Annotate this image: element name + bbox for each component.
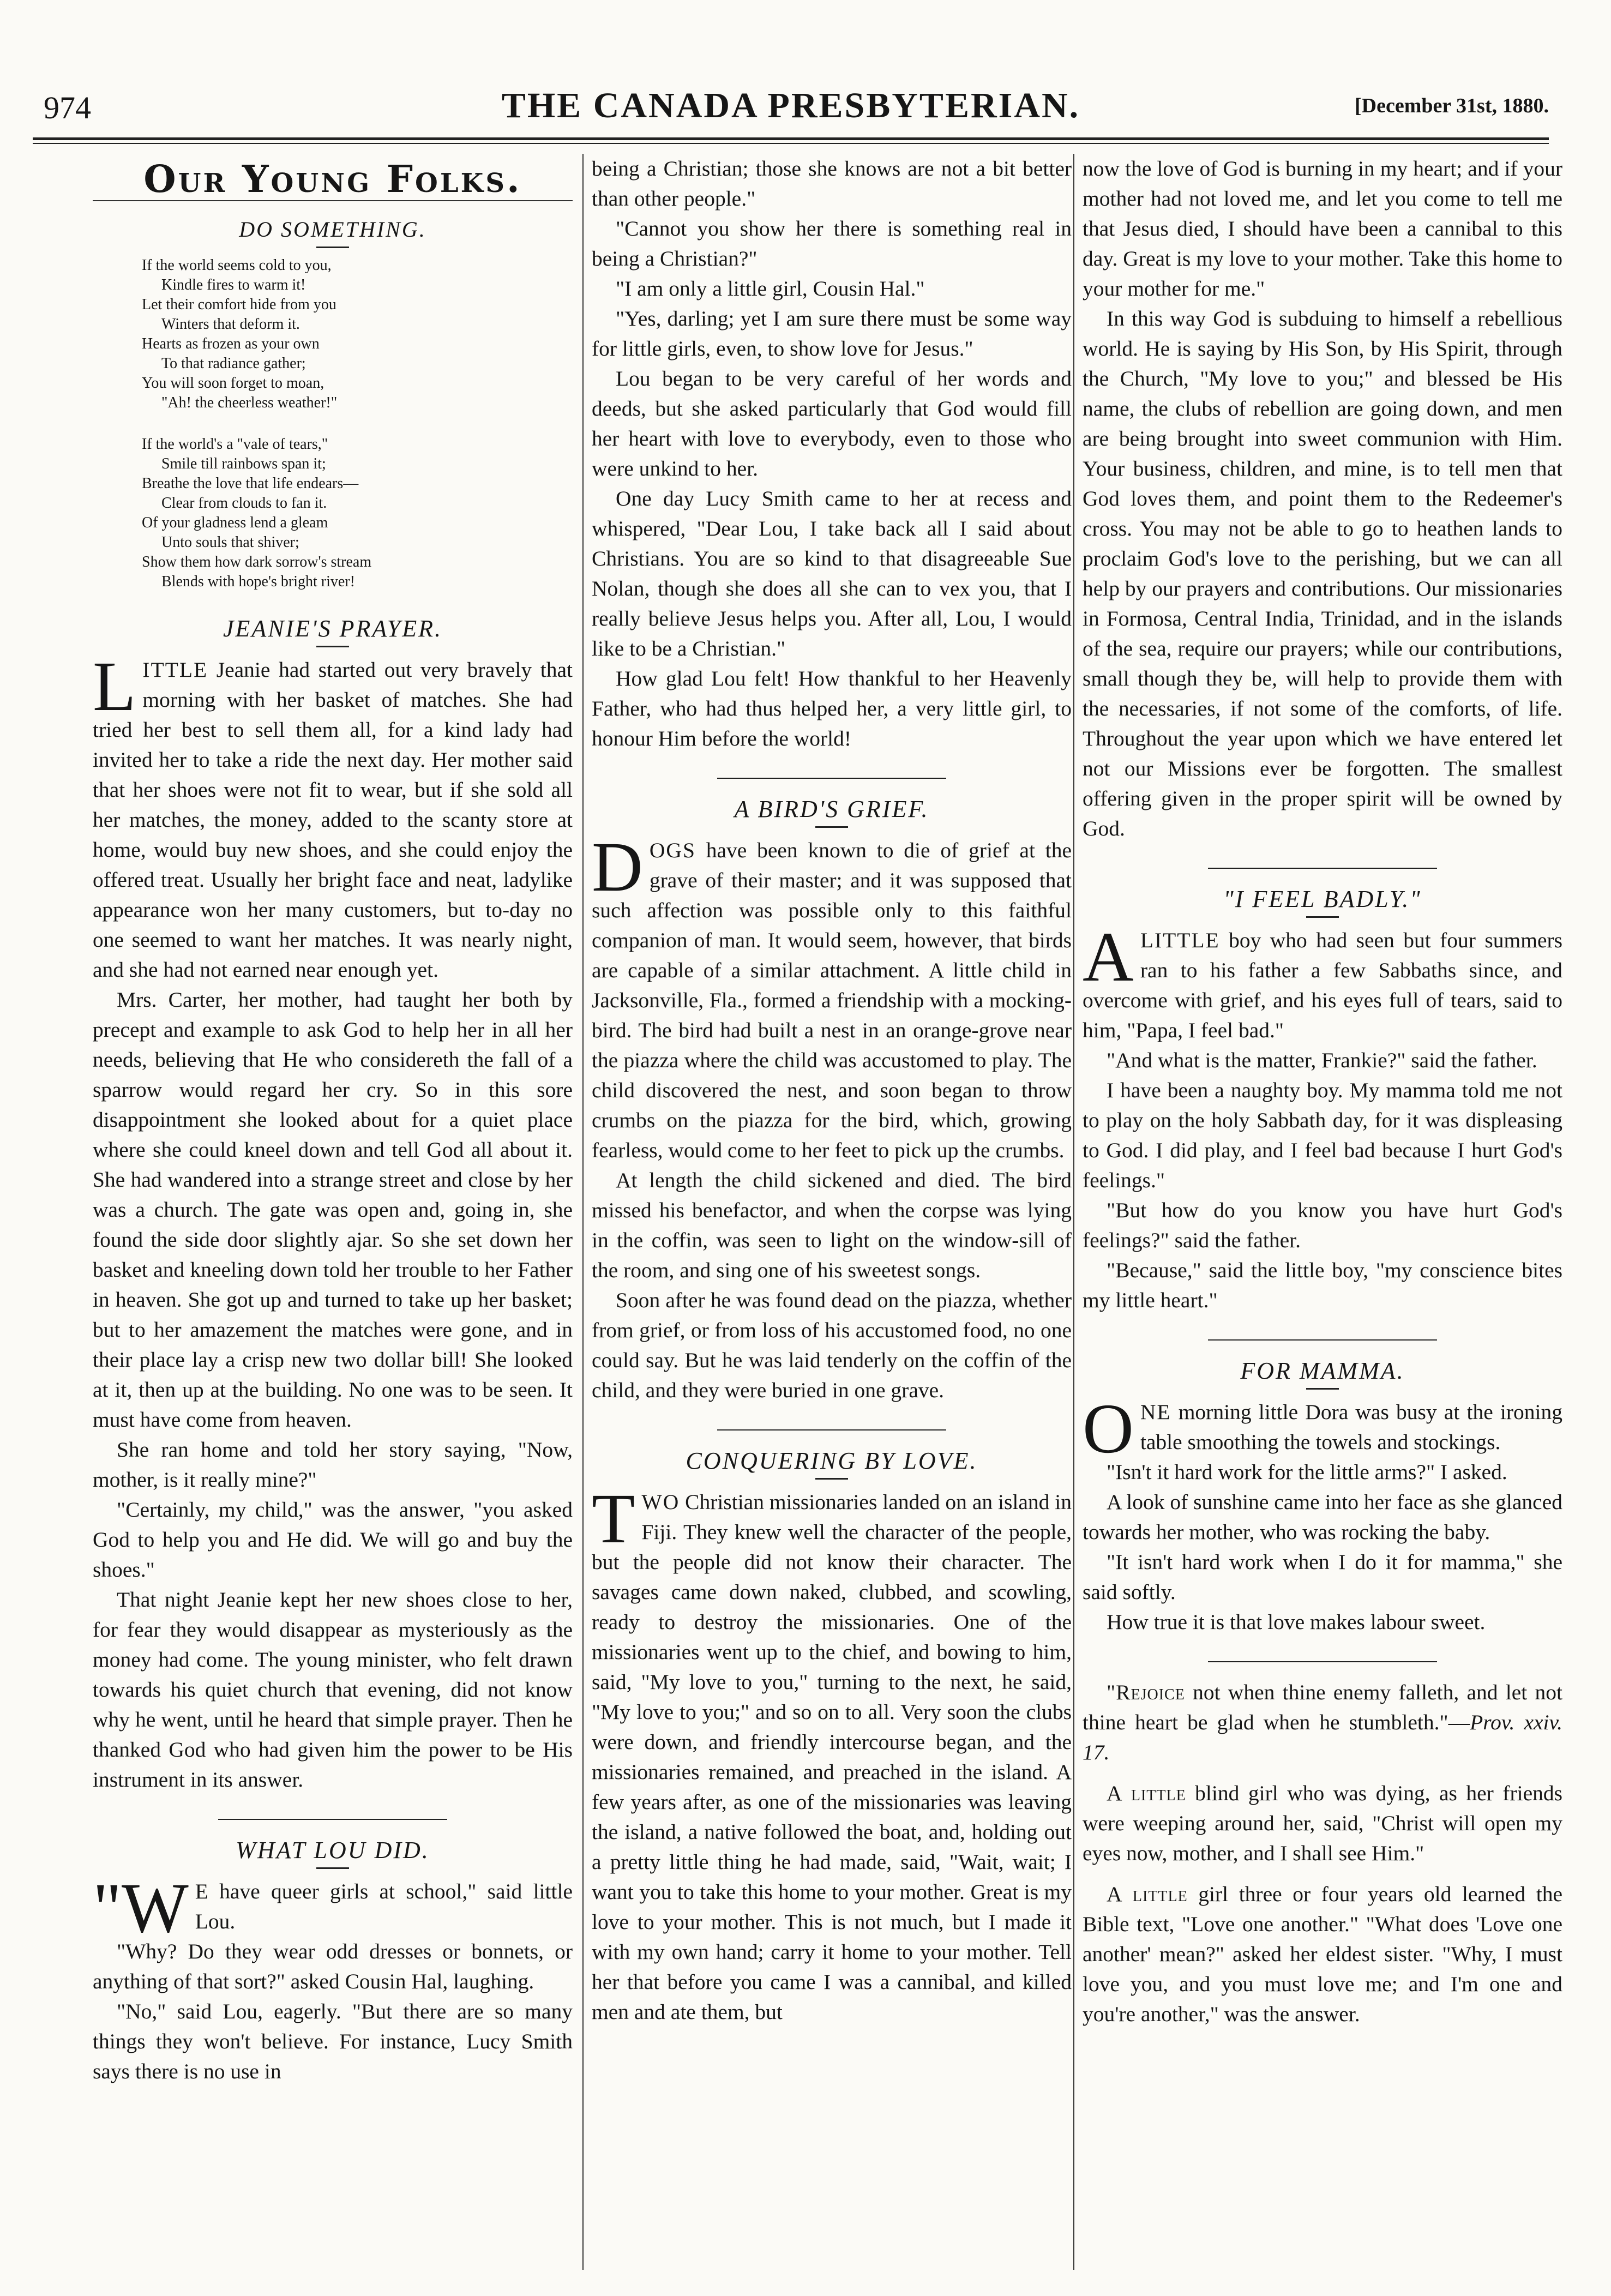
article-paragraph: At length the child sickened and died. The bird missed his benefactor, and when the corpse was lying in the coffin, was seen to light on the window-sill of the room, and sing one of his sweetest songs. xyxy=(592,1168,1072,1282)
article-paragraph: A little girl three or four years old learned the Bible text, "Love one another." "What does 'Love one another' mean?" asked her eldest sister. "Why, I must love you, and you must love me; and I'm one and you're another," was the answer. xyxy=(1083,1882,1562,2026)
article-paragraph: How true it is that love makes labour sweet. xyxy=(1107,1610,1486,1634)
poem-line: Winters that deform it. xyxy=(161,316,300,333)
column-divider xyxy=(582,154,584,2270)
column-2 xyxy=(592,154,1072,2270)
poem-line: Breathe the love that life endears— xyxy=(142,475,359,492)
article-paragraph: In this way God is subduing to himself a rebellious world. He is saying by His Son, by His Spirit, through the Church, "My love to you;" and blessed be His name, the clubs of rebellion are going down, and men are being brought into sweet communion with Him. Your business, children, and mine, is to tell men that God loves them, and point them to the Redeemer's cross. You may not be able to go to heathen lands to proclaim God's love to the perishing, but we can all help by our prayers and contributions. Our missionaries in Formosa, Central India, Trinidad, and in the islands of the sea, require our prayers; while our contributions, small though they be, will help to provide them with the necessaries, if not some of the comforts, of life. Throughout the year upon which we have entered let not our Missions ever be forgotten. The smallest offering given in the proper spirit will be owned by God. xyxy=(1083,306,1562,840)
poem-stanza xyxy=(142,435,573,592)
article-separator xyxy=(717,778,946,779)
article-paragraph: DOGS have been known to die of grief at the grave of their master; and it was supposed that such affection was possible only to this faithful companion of man. It would seem, however, that birds are capable of a similar attachment. A little child in Jacksonville, Fla., formed a friendship with a mocking-bird. The bird had built a nest in an orange-grove near the piazza where the child was accustomed to play. The child discovered the nest, and soon began to throw crumbs on the piazza for the bird, which, growing fearless, would come to her feet to pick up the crumbs. xyxy=(592,828,1072,1162)
scripture-reference: Prov. xxiv. 17. xyxy=(1083,1710,1562,1764)
poem-line: You will soon forget to moan, xyxy=(142,375,324,392)
scripture-paragraph: "Rejoice not when thine enemy falleth, and let not thine heart be glad when he stumbleth."—Prov. xxiv. 17. xyxy=(1083,1680,1562,1764)
article-separator xyxy=(1208,1661,1437,1662)
article-paragraph: "And what is the matter, Frankie?" said the father. xyxy=(1107,1048,1537,1072)
article-paragraph: A look of sunshine came into her face as she glanced towards her mother, who was rocking the baby. xyxy=(1083,1490,1562,1544)
article-paragraph: A little blind girl who was dying, as her friends were weeping around her, said, "Christ will open my eyes now, mother, and I shall see Him." xyxy=(1083,1781,1562,1865)
title-dash xyxy=(815,1478,848,1480)
poem-line: Smile till rainbows span it; xyxy=(161,455,326,472)
poem-line: Show them how dark sorrow's stream xyxy=(142,554,372,570)
title-dash xyxy=(316,247,349,248)
article-paragraph: A LITTLE boy who had seen but four summers ran to his father a few Sabbaths since, and overcome with grief, and his eyes full of tears, said to him, "Papa, I feel bad." xyxy=(1083,918,1562,1042)
poem-line: Clear from clouds to fan it. xyxy=(161,495,327,512)
article-title: JEANIE'S PRAYER. xyxy=(223,615,442,642)
title-dash xyxy=(1306,916,1339,918)
drop-cap: "W xyxy=(93,1869,189,1948)
article-paragraph: That night Jeanie kept her new shoes close to her, for fear they would disappear as mysteriously as the money had come. The young minister, who felt drawn towards his quiet church that evening, did not know why he went, until he heard that simple prayer. Then he thanked God who had given him the power to be His instrument in its answer. xyxy=(93,1588,573,1792)
column-divider xyxy=(1073,154,1074,2270)
page-number: 974 xyxy=(44,90,91,125)
article-title: A BIRD'S GRIEF. xyxy=(734,796,929,822)
drop-cap: O xyxy=(1083,1390,1134,1468)
article-paragraph: "It isn't hard work when I do it for mamma," she said softly. xyxy=(1083,1550,1562,1604)
poem-line: Of your gladness lend a gleam xyxy=(142,514,328,531)
article-paragraph: Lou began to be very careful of her words and deeds, but she asked particularly that God would fill her heart with love to everybody, even to those who were unkind to her. xyxy=(592,366,1072,480)
article-title: CONQUERING BY LOVE. xyxy=(686,1447,978,1474)
article-separator xyxy=(717,1429,946,1431)
poem-line: Hearts as frozen as your own xyxy=(142,335,320,352)
article-paragraph: Soon after he was found dead on the piazza, whether from grief, or from loss of his accustomed food, no one could say. But he was laid tenderly on the coffin of the child, and they were buried in one grave. xyxy=(592,1288,1072,1402)
article-separator xyxy=(218,1819,447,1820)
section-masthead: Our Young Folks. xyxy=(93,165,573,201)
article-paragraph: "Certainly, my child," was the answer, "you asked God to help you and He did. We will go and buy the shoes." xyxy=(93,1498,573,1582)
column-1 xyxy=(93,154,573,2270)
article-title: "I FEEL BADLY." xyxy=(1223,886,1422,912)
article-paragraph: "Because," said the little boy, "my conscience bites my little heart." xyxy=(1083,1258,1562,1312)
article-paragraph: "I am only a little girl, Cousin Hal." xyxy=(616,277,925,300)
article-paragraph: "Isn't it hard work for the little arms?" I asked. xyxy=(1107,1460,1507,1484)
article-paragraph: She ran home and told her story saying, "Now, mother, is it really mine?" xyxy=(93,1438,573,1492)
poem-line: Blends with hope's bright river! xyxy=(161,573,355,590)
article-paragraph: "Yes, darling; yet I am sure there must be some way for little girls, even, to show love for Jesus." xyxy=(592,306,1072,360)
article-paragraph: "Why? Do they wear odd dresses or bonnets, or anything of that sort?" asked Cousin Hal, laughing. xyxy=(93,1939,573,1993)
issue-date: [December 31st, 1880. xyxy=(1355,94,1549,117)
drop-cap: T xyxy=(592,1480,635,1558)
article-paragraph: being a Christian; those she knows are not a bit better than other people." xyxy=(592,157,1072,211)
header-rule-thin xyxy=(33,143,1549,144)
poem-line: Let their comfort hide from you xyxy=(142,296,336,313)
article-paragraph: "But how do you know you have hurt God's feelings?" said the father. xyxy=(1083,1198,1562,1252)
article-paragraph: One day Lucy Smith came to her at recess and whispered, "Dear Lou, I take back all I said about Christians. You are so kind to that disagreeable Sue Nolan, though she does all she can to vex you, that I really believe Jesus helps you. After all, Lou, I would like to be a Christian." xyxy=(592,486,1072,660)
article-separator xyxy=(1208,868,1437,869)
poem-line: "Ah! the cheerless weather!" xyxy=(161,394,338,411)
article-paragraph: I have been a naughty boy. My mamma told me not to play on the holy Sabbath day, for it was displeasing to God. I did play, and I feel bad because I hurt God's feelings." xyxy=(1083,1078,1562,1192)
article-title: WHAT LOU DID. xyxy=(236,1837,430,1864)
drop-cap: A xyxy=(1083,918,1134,996)
article-paragraph: Mrs. Carter, her mother, had taught her both by precept and example to ask God to help her in all her needs, believing that He who considereth the fall of a sparrow would regard her cry. So in this sore disappointment she looked about for a quiet place where she could kneel down and tell God all about it. She had wandered into a strange street and close by her was a church. The gate was open and, going in, she found the side door slightly ajar. So she set down her basket and kneeling down told her trouble to her Father in heaven. She got up and turned to take up her basket; but to her amazement the matches were gone, and in their place lay a crisp new two dollar bill! She looked at it, then up at the building. No one was to be seen. It must have come from heaven. xyxy=(93,988,573,1432)
paper-title: THE CANADA PRESBYTERIAN. xyxy=(501,86,1080,125)
page-header xyxy=(33,82,1549,131)
poem-stanza xyxy=(142,256,573,413)
article-paragraph: "Cannot you show her there is something real in being a Christian?" xyxy=(592,217,1072,271)
article-paragraph: now the love of God is burning in my heart; and if your mother had not loved me, and let you come to tell me that Jesus died, I should have been a cannibal to this day. Great is my love to your mother. Take this home to your mother for me." xyxy=(1083,157,1562,300)
poem-line: To that radiance gather; xyxy=(161,355,306,372)
title-dash xyxy=(815,826,848,828)
header-rule xyxy=(33,137,1549,140)
article-separator xyxy=(1208,1339,1437,1341)
poem-line: Unto souls that shiver; xyxy=(161,534,299,551)
title-dash xyxy=(316,1867,349,1869)
poem-line: If the world's a "vale of tears," xyxy=(142,436,328,453)
article-title: FOR MAMMA. xyxy=(1240,1357,1405,1384)
drop-cap: D xyxy=(592,828,643,906)
article-paragraph: "W E have queer girls at school," said little Lou. xyxy=(93,1869,573,1948)
article-paragraph: How glad Lou felt! How thankful to her Heavenly Father, who had thus helped her, a very little girl, to honour Him before the world! xyxy=(592,666,1072,750)
drop-cap: L xyxy=(93,647,136,726)
poem xyxy=(142,256,573,592)
poem-title: DO SOMETHING. xyxy=(239,217,426,242)
poem-line: Kindle fires to warm it! xyxy=(161,277,306,293)
article-paragraph: LITTLE Jeanie had started out very bravely that morning with her basket of matches. She had tried her best to sell them all, for a kind lady had invited her to take a ride the next day. Her mother said that her shoes were not fit to wear, but if she sold all her matches, the money, added to the scanty store at home, would buy new shoes, and she could enjoy the offered treat. Usually her bright face and neat, ladylike appearance won her many customers, but to-day no one seemed to want her matches. It was nearly night, and she had not earned near enough yet. xyxy=(93,647,573,982)
title-dash xyxy=(1306,1388,1339,1390)
poem-line: If the world seems cold to you, xyxy=(142,257,332,274)
column-3 xyxy=(1083,154,1562,2270)
article-paragraph: ONE morning little Dora was busy at the ironing table smoothing the towels and stockings. xyxy=(1083,1390,1562,1468)
article-paragraph: TWO Christian missionaries landed on an island in Fiji. They knew well the character of the people, but the people did not know their character. The savages came down naked, clubbed, and scowling, ready to destroy the missionaries. One of the missionaries went up to the chief, and bowing to him, said, "My love to you," turning to the next, he said, "My love to you;" and so on to all. Very soon the clubs were down, and friendly intercourse began, and the missionaries remained, and preached in the island. A few years after, as one of the missionaries was leaving the island, a native followed the boat, and, holding out a pretty little thing he had made, said, "Wait, wait; I want you to take this home to your mother. Great is my love to your mother. This is not much, but I made it with my own hand; carry it home to your mother. Tell her that before you came I was a cannibal, and killed men and ate them, but xyxy=(592,1480,1072,2024)
article-paragraph: "No," said Lou, eagerly. "But there are so many things they won't believe. For instance, Lucy Smith says there is no use in xyxy=(93,1999,573,2083)
title-dash xyxy=(316,646,349,647)
